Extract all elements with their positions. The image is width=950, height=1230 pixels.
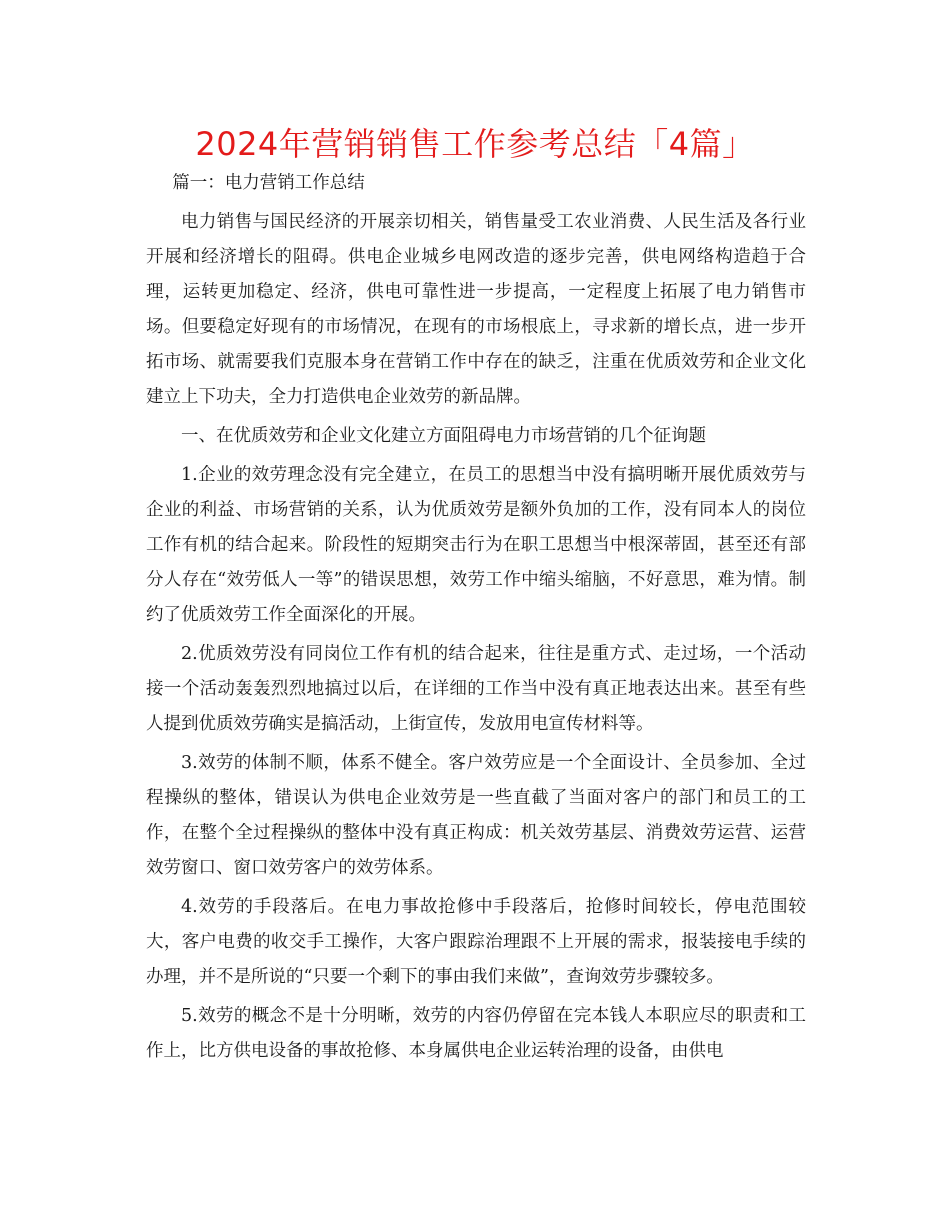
paragraph-subheading: 一、在优质效劳和企业文化建立方面阻碍电力市场营销的几个征询题 bbox=[181, 426, 706, 446]
document-title: 2024年营销销售工作参考总结「4篇」 bbox=[195, 125, 755, 163]
section-heading: 篇一：电力营销工作总结 bbox=[172, 173, 365, 193]
paragraph-intro: 电力销售与国民经济的开展亲切相关，销售量受工农业消费、人民生活及各行业开展和经济增长的阻碍。供电企业城乡电网改造的逐步完善，供电网络构造趋于合理，运转更加稳定、经济，供电可靠性进一步提高，一定程度上拓展了电力销售市场。但要稳定好现有的市场情况，在现有的市场根底上，寻求新的增长点，进一步开拓市场、就需要我们克服本身在营销工作中存在的缺乏，注重在优质效劳和企业文化建立上下功夫，全力打造供电企业效劳的新品牌。 bbox=[146, 212, 806, 407]
paragraph-item-3: 3.效劳的体制不顺，体系不健全。客户效劳应是一个全面设计、全员参加、全过程操纵的整体，错误认为供电企业效劳是一些直截了当面对客户的部门和员工的工作，在整个全过程操纵的整体中没有真正构成：机关效劳基层、消费效劳运营、运营效劳窗口、窗口效劳客户的效劳体系。 bbox=[146, 753, 806, 878]
paragraph-item-2: 2.优质效劳没有同岗位工作有机的结合起来，往往是重方式、走过场，一个活动接一个活动轰轰烈烈地搞过以后，在详细的工作当中没有真正地表达出来。甚至有些人提到优质效劳确实是搞活动，上街宣传，发放用电宣传材料等。 bbox=[146, 644, 806, 734]
document-body bbox=[146, 166, 806, 1069]
paragraph-item-5: 5.效劳的概念不是十分明晰，效劳的内容仍停留在完本钱人本职应尽的职责和工作上，比方供电设备的事故抢修、本身属供电企业运转治理的设备，由供电 bbox=[146, 1006, 806, 1061]
paragraph-item-4: 4.效劳的手段落后。在电力事故抢修中手段落后，抢修时间较长，停电范围较大，客户电费的收交手工操作，大客户跟踪治理跟不上开展的需求，报装接电手续的办理，并不是所说的“只要一个剩下的事由我们来做”，查询效劳步骤较多。 bbox=[146, 897, 806, 987]
paragraph-item-1: 1.企业的效劳理念没有完全建立，在员工的思想当中没有搞明晰开展优质效劳与企业的利益、市场营销的关系，认为优质效劳是额外负加的工作，没有同本人的岗位工作有机的结合起来。阶段性的短期突击行为在职工思想当中根深蒂固，甚至还有部分人存在“效劳低人一等”的错误思想，效劳工作中缩头缩脑，不好意思，难为情。制约了优质效劳工作全面深化的开展。 bbox=[146, 465, 806, 625]
